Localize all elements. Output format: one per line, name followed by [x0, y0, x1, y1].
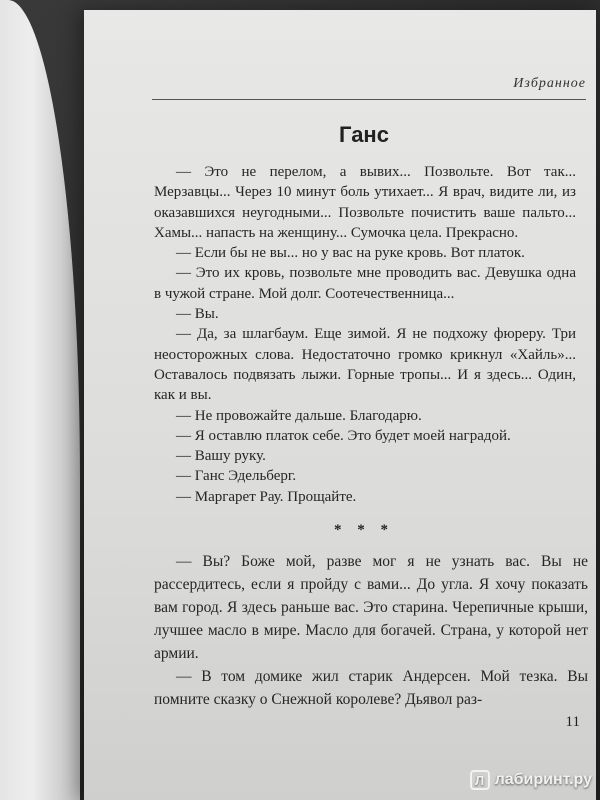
- chapter-title: Ганс: [339, 122, 389, 147]
- paragraph: — Ганс Эдельберг.: [176, 468, 297, 485]
- running-title: Избранное: [513, 76, 586, 91]
- book-page: [84, 10, 596, 800]
- paragraph: — Вы? Боже мой, разве мог я не узнать вас. Вы не рассердитесь, если я пройду с вами... До угла. Я хочу показать вам город. Я здесь раньше вас. Это старина. Черепичные крыши, лучшее масло в мире. Масло для богачей. Страна, у которой нет армии.: [154, 553, 588, 662]
- body-section-2: [154, 550, 588, 711]
- paragraph: — Я оставлю платок себе. Это будет моей наградой.: [176, 427, 511, 444]
- paragraph: — Вы.: [176, 306, 219, 323]
- running-header: [152, 76, 586, 98]
- page-number: 11: [565, 714, 580, 730]
- paragraph: — Да, за шлагбаум. Еще зимой. Я не подхожу фюреру. Три неосторожных слова. Недостаточно громко крикнул «Хайль»... Оставалось подвязать лыжи. Горные тропы... И я здесь... Один, как и вы.: [154, 326, 576, 404]
- paragraph: — Это не перелом, а вывих... Позвольте. Вот так... Мерзавцы... Через 10 минут боль утихает... Я врач, видите ли, из оказавшихся неугодными... Позвольте почистить ваше пальто... Хамы... напасть на женщину... Сумочка цела. Прекрасно.: [154, 164, 576, 241]
- section-break: * * *: [334, 522, 394, 538]
- paragraph: — Не провожайте дальше. Благодарю.: [176, 407, 422, 424]
- paragraph: — Это их кровь, позвольте мне проводить вас. Девушка одна в чужой стране. Мой долг. Соотечественница...: [154, 265, 576, 302]
- paragraph: — Если бы не вы... но у вас на руке кровь. Вот платок.: [176, 245, 525, 262]
- header-rule: [152, 99, 586, 100]
- labirint-logo-icon: Л: [470, 770, 490, 790]
- left-page-edge: [0, 0, 80, 800]
- body-section-1: [154, 162, 576, 507]
- paragraph: — В том домике жил старик Андерсен. Мой тезка. Вы помните сказку о Снежной королеве? Дьявол раз-: [154, 668, 588, 708]
- watermark: [470, 770, 592, 790]
- watermark-text: лабиринт.ру: [494, 771, 592, 788]
- paragraph: — Вашу руку.: [176, 448, 266, 465]
- paragraph: — Маргарет Рау. Прощайте.: [176, 488, 357, 505]
